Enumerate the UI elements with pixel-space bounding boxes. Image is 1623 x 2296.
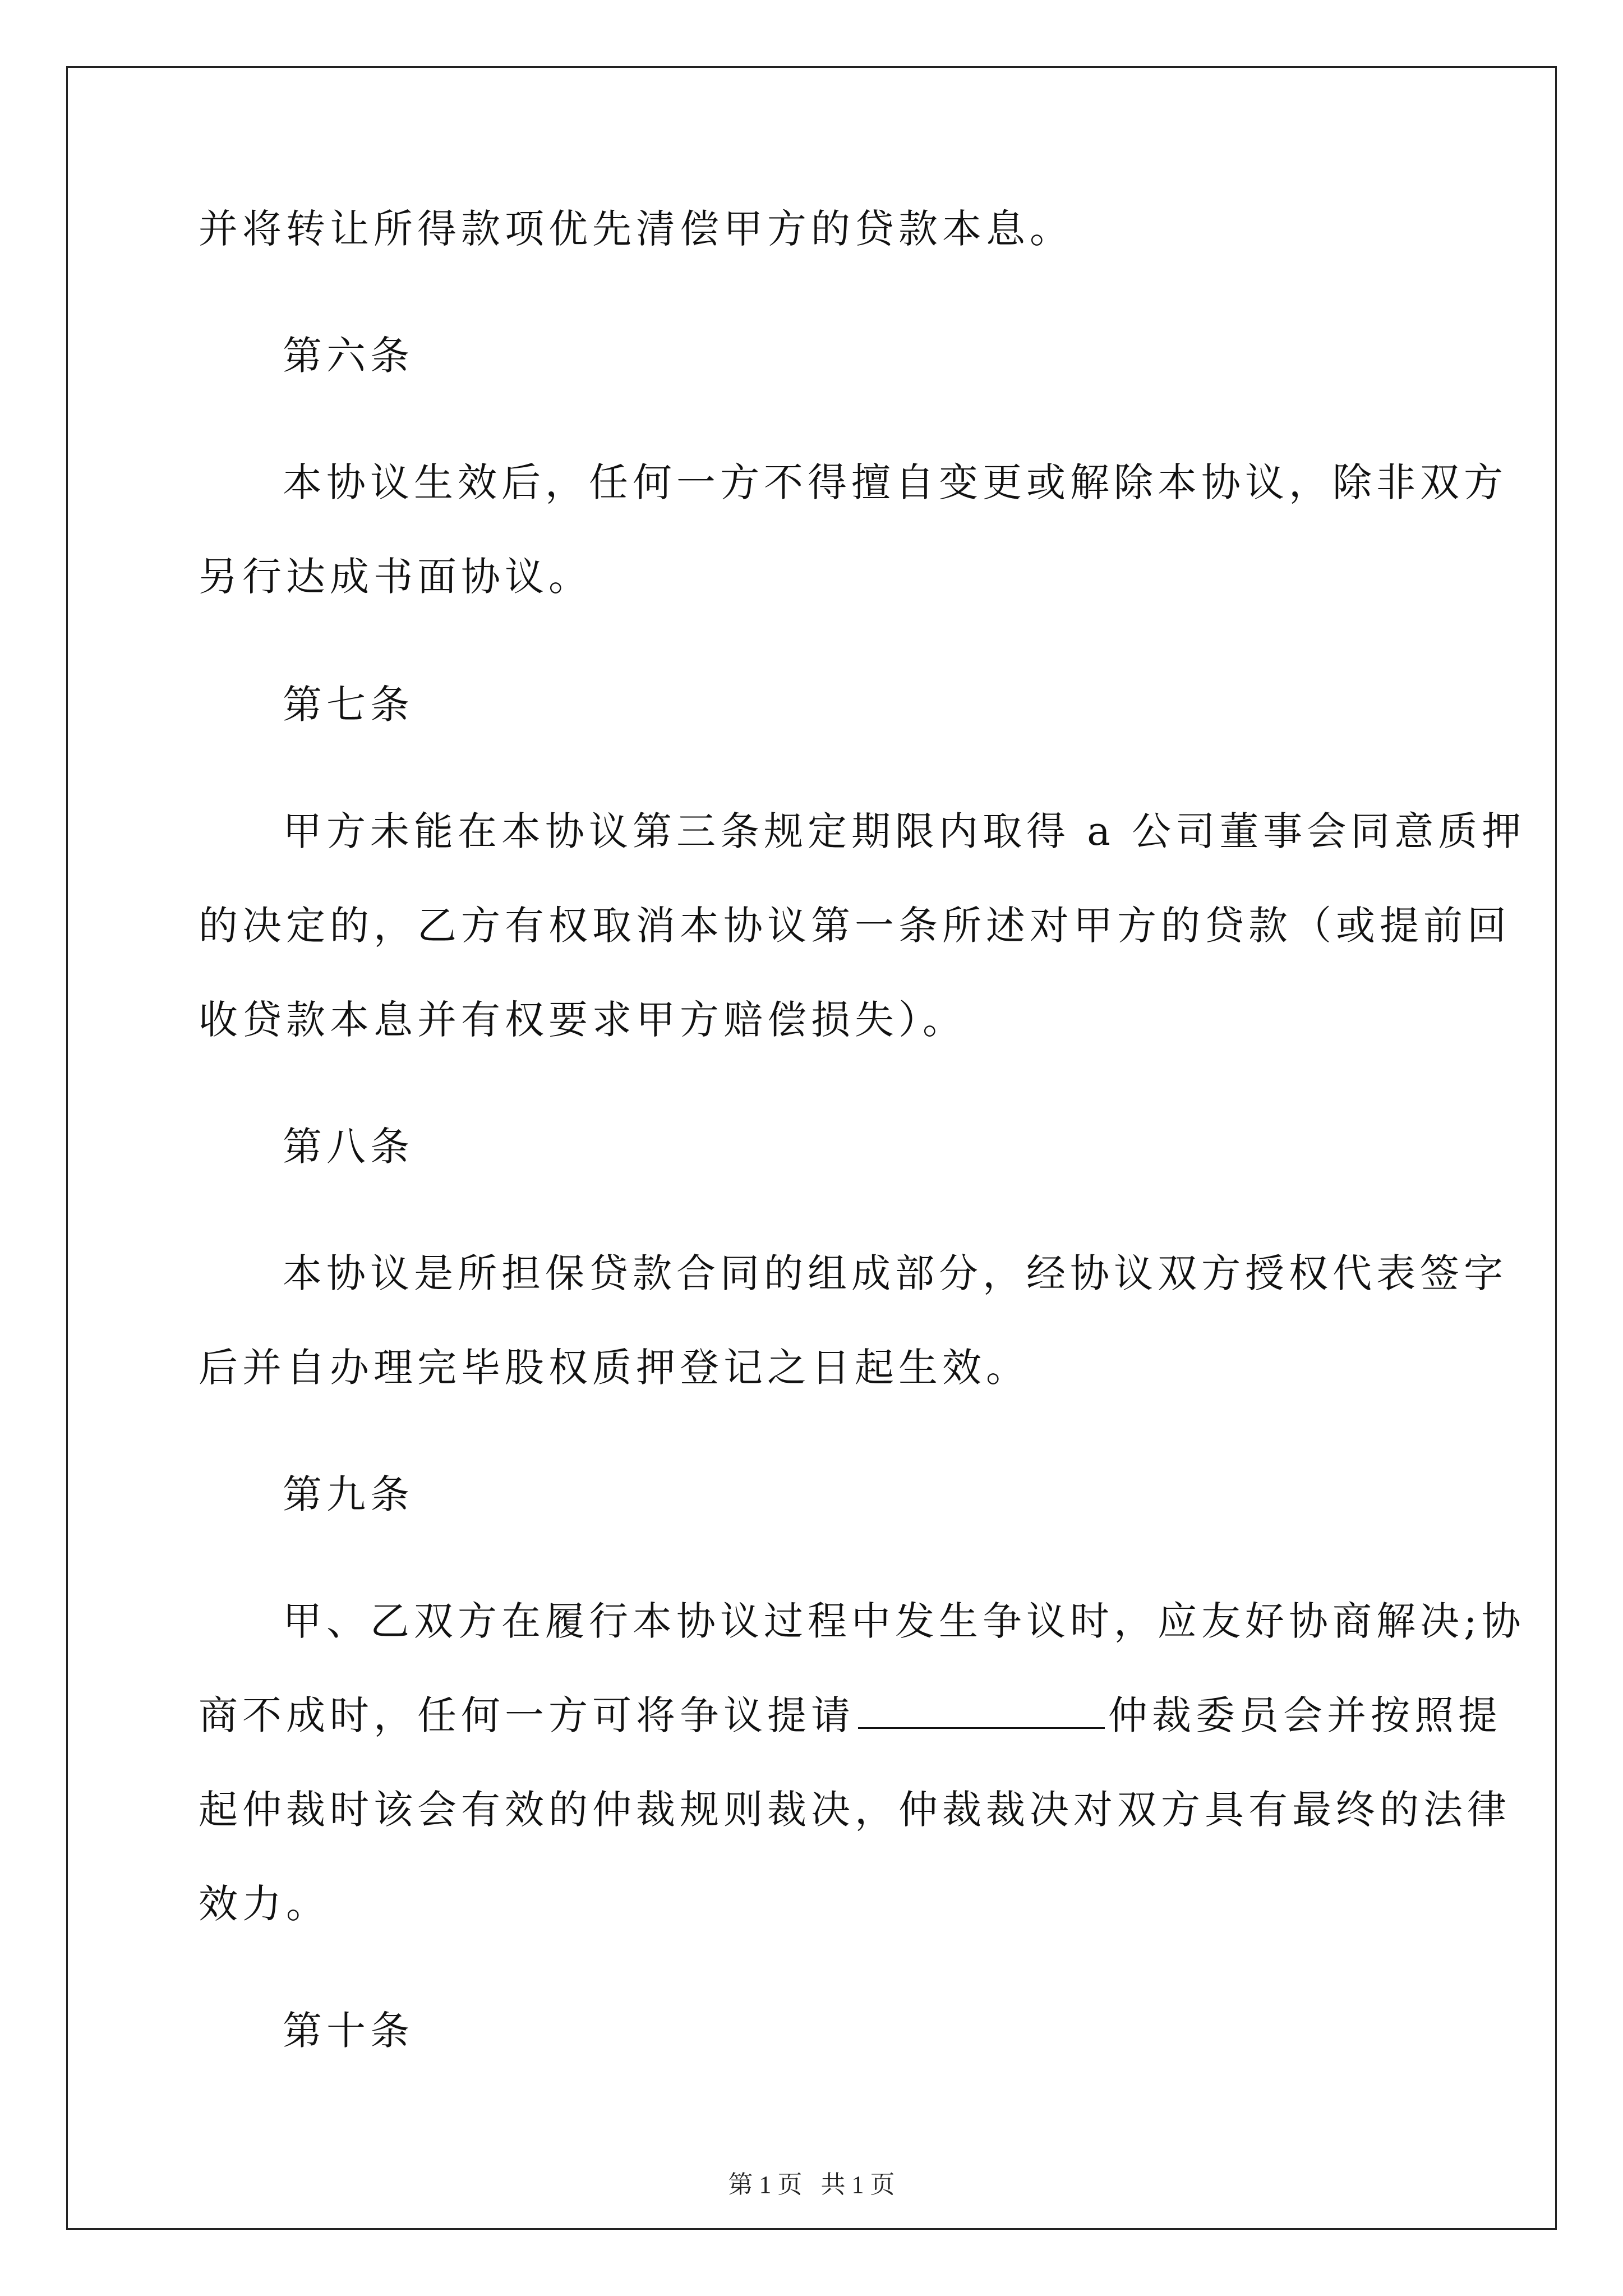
paragraph-line: 本协议生效后，任何一方不得擅自变更或解除本协议，除非双方 (283, 459, 1507, 505)
page-number-footer: 第 1 页 共 1 页 (728, 2171, 895, 2198)
paragraph-line: 的决定的，乙方有权取消本协议第一条所述对甲方的贷款（或提前回 (199, 903, 1511, 949)
article-heading-10: 第十条 (283, 2008, 414, 2054)
paragraph-line: 起仲裁时该会有效的仲裁规则裁决，仲裁裁决对双方具有最终的法律 (199, 1787, 1511, 1833)
paragraph-line: 甲、乙双方在履行本协议过程中发生争议时，应友好协商解决;协 (283, 1598, 1525, 1644)
line-text-after-blank: 仲裁委员会并按照提 (1108, 1692, 1502, 1738)
article-heading-6: 第六条 (283, 333, 414, 379)
paragraph-line: 收贷款本息并有权要求甲方赔偿损失）。 (199, 997, 966, 1043)
article-heading-8: 第八条 (283, 1124, 414, 1170)
line-text-before-blank: 商不成时，任何一方可将争议提请 (199, 1692, 855, 1738)
paragraph-line: 后并自办理完毕股权质押登记之日起生效。 (199, 1345, 1030, 1391)
paragraph-line: 本协议是所担保贷款合同的组成部分，经协议双方授权代表签字 (283, 1250, 1507, 1296)
paragraph-line: 甲方未能在本协议第三条规定期限内取得 a 公司董事会同意质押 (283, 808, 1526, 854)
paragraph-line: 另行达成书面协议。 (199, 554, 592, 600)
paragraph-line-with-blank (199, 1688, 1502, 1742)
paragraph-line: 并将转让所得款项优先清偿甲方的贷款本息。 (199, 206, 1073, 252)
paragraph-line: 效力。 (199, 1881, 330, 1927)
article-heading-9: 第九条 (283, 1471, 414, 1517)
fill-in-blank (858, 1690, 1105, 1729)
article-heading-7: 第七条 (283, 682, 414, 728)
